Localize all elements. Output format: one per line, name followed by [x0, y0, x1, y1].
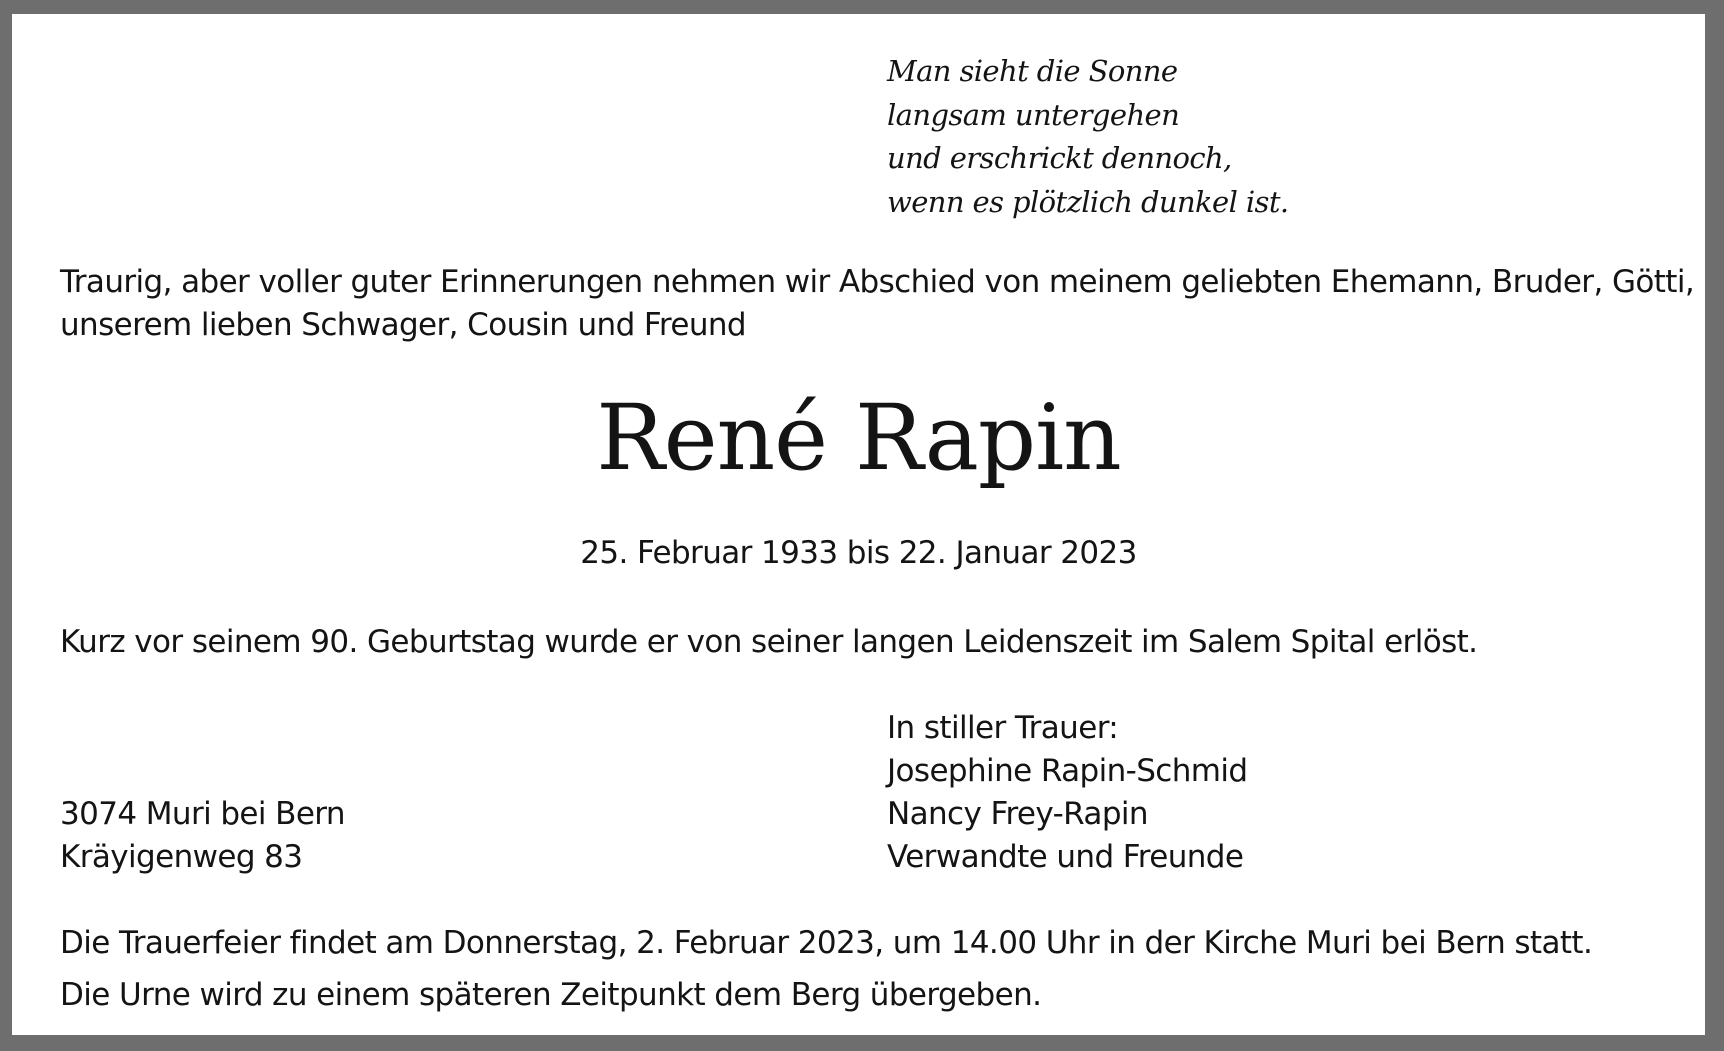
ceremony-info: Die Trauerfeier findet am Donnerstag, 2. Februar 2023, um 14.00 Uhr in der Kirche Muri bei Bern statt.	[60, 925, 1593, 961]
intro-line: unserem lieben Schwager, Cousin und Freund	[60, 307, 747, 343]
intro-line: Traurig, aber voller guter Erinnerungen nehmen wir Abschied von meinem geliebten Ehemann, Bruder, Götti,	[60, 264, 1695, 300]
mourners-list	[887, 707, 1247, 879]
mourner-name: Verwandte und Freunde	[887, 839, 1244, 875]
poem-line: langsam untergehen	[887, 97, 1180, 132]
mourner-name: Nancy Frey-Rapin	[887, 796, 1148, 832]
address-city: 3074 Muri bei Bern	[60, 796, 345, 832]
passing-note: Kurz vor seinem 90. Geburtstag wurde er von seiner langen Leidenszeit im Salem Spital erlöst.	[60, 624, 1478, 660]
family-address	[60, 793, 345, 879]
intro-paragraph	[60, 261, 1694, 347]
poem-verse	[887, 50, 1289, 224]
mourner-name: Josephine Rapin-Schmid	[887, 753, 1248, 789]
poem-line: und erschrickt dennoch,	[887, 141, 1232, 175]
address-street: Kräyigenweg 83	[60, 839, 303, 875]
poem-line: wenn es plötzlich dunkel ist.	[887, 184, 1289, 219]
obituary-notice	[12, 14, 1705, 1035]
life-dates: 25. Februar 1933 bis 22. Januar 2023	[580, 535, 1137, 571]
deceased-name: René Rapin	[596, 386, 1121, 491]
poem-line: Man sieht die Sonne	[887, 54, 1178, 88]
urn-info: Die Urne wird zu einem späteren Zeitpunkt dem Berg übergeben.	[60, 977, 1042, 1013]
mourners-heading: In stiller Trauer:	[887, 710, 1119, 746]
